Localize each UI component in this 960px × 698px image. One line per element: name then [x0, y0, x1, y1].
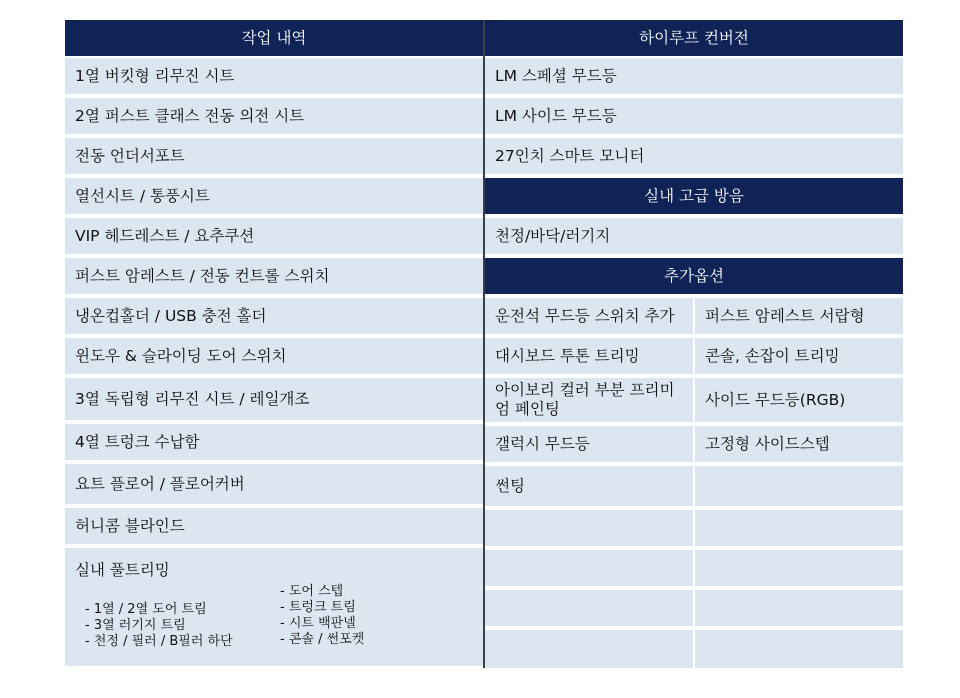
work-item-label: 4열 트렁크 수납함 — [75, 433, 200, 451]
option-item — [485, 510, 693, 546]
hilift-item-label: 27인치 스마트 모니터 — [495, 147, 645, 165]
trim-sub-item: - 1열 / 2열 도어 트림 — [85, 602, 207, 617]
work-item-label: VIP 헤드레스트 / 요추쿠션 — [75, 227, 255, 245]
work-item — [65, 424, 483, 460]
hilift-item-label: LM 사이드 무드등 — [495, 107, 617, 125]
work-item-label: 요트 플로어 / 플로어커버 — [75, 475, 245, 493]
option-item — [485, 630, 693, 668]
hilift-header — [485, 20, 903, 56]
option-item — [485, 298, 693, 334]
option-item — [695, 630, 903, 668]
option-item — [695, 466, 903, 506]
work-item — [65, 338, 483, 374]
hilift-item — [485, 98, 903, 134]
left-header-label: 작업 내역 — [241, 29, 307, 47]
option-item — [485, 338, 693, 374]
option-item — [485, 590, 693, 626]
work-item-label: 실내 풀트리밍 — [75, 561, 170, 579]
option-item — [485, 466, 693, 506]
option-item — [485, 378, 693, 422]
work-item — [65, 218, 483, 254]
work-item-label: 윈도우 & 슬라이딩 도어 스위치 — [75, 347, 287, 365]
work-item — [65, 378, 483, 420]
option-item-label: 고정형 사이드스텝 — [705, 435, 830, 453]
work-item-label: 퍼스트 암레스트 / 전동 컨트롤 스위치 — [75, 267, 330, 285]
option-item — [485, 426, 693, 462]
work-item-label: 3열 독립형 리무진 시트 / 레일개조 — [75, 390, 310, 408]
work-item — [65, 58, 483, 94]
option-item — [695, 298, 903, 334]
sound-header — [485, 178, 903, 214]
work-item — [65, 258, 483, 294]
option-item-label: 썬팅 — [495, 477, 525, 495]
option-item — [485, 550, 693, 586]
sound-item-label: 천정/바닥/러기지 — [495, 227, 611, 245]
option-item-label: 운전석 무드등 스위치 추가 — [495, 307, 675, 325]
options-header — [485, 258, 903, 294]
option-item-label: 대시보드 투톤 트리밍 — [495, 347, 640, 365]
work-item — [65, 138, 483, 174]
work-item-label: 열선시트 / 통풍시트 — [75, 187, 210, 205]
options-header-label: 추가옵션 — [664, 267, 724, 285]
work-item-label: 1열 버킷형 리무진 시트 — [75, 67, 235, 85]
trim-sublist-right — [280, 584, 364, 648]
trim-sub-item: - 천정 / 필러 / B필러 하단 — [85, 634, 233, 649]
option-item-label: 아이보리 컬러 부분 프리미 엄 페인팅 — [495, 381, 675, 418]
left-header — [65, 20, 483, 56]
work-item-label: 허니콤 블라인드 — [75, 517, 185, 535]
work-item — [65, 464, 483, 504]
sound-item — [485, 218, 903, 254]
work-item — [65, 298, 483, 334]
hilift-item — [485, 58, 903, 94]
trim-sublist-left — [85, 602, 233, 650]
work-item — [65, 178, 483, 214]
trim-sub-item: - 시트 백판넬 — [280, 616, 356, 631]
option-item — [695, 378, 903, 422]
hilift-header-label: 하이루프 컨버전 — [639, 29, 749, 47]
option-item-label: 퍼스트 암레스트 서랍형 — [705, 307, 865, 325]
option-item — [695, 338, 903, 374]
trim-sub-item: - 3열 러기지 트림 — [85, 618, 186, 633]
option-item — [695, 590, 903, 626]
trim-sub-item: - 도어 스텝 — [280, 584, 344, 599]
trim-sub-item: - 트렁크 트림 — [280, 600, 356, 615]
option-item — [695, 426, 903, 462]
hilift-item — [485, 138, 903, 174]
sound-header-label: 실내 고급 방음 — [644, 187, 744, 205]
work-item — [65, 98, 483, 134]
option-item — [695, 550, 903, 586]
work-item-label: 2열 퍼스트 클래스 전동 의전 시트 — [75, 107, 305, 125]
option-item-label: 갤럭시 무드등 — [495, 435, 590, 453]
work-item-label: 냉온컵홀더 / USB 충전 홀더 — [75, 307, 267, 325]
option-item-label: 콘솔, 손잡이 트리밍 — [705, 347, 840, 365]
option-item-label: 사이드 무드등(RGB) — [705, 391, 846, 409]
option-item — [695, 510, 903, 546]
work-item — [65, 508, 483, 544]
column-divider — [483, 20, 485, 668]
hilift-item-label: LM 스페셜 무드등 — [495, 67, 617, 85]
work-table — [65, 20, 903, 668]
work-item-label: 전동 언더서포트 — [75, 147, 185, 165]
trim-sub-item: - 콘솔 / 썬포켓 — [280, 632, 365, 647]
